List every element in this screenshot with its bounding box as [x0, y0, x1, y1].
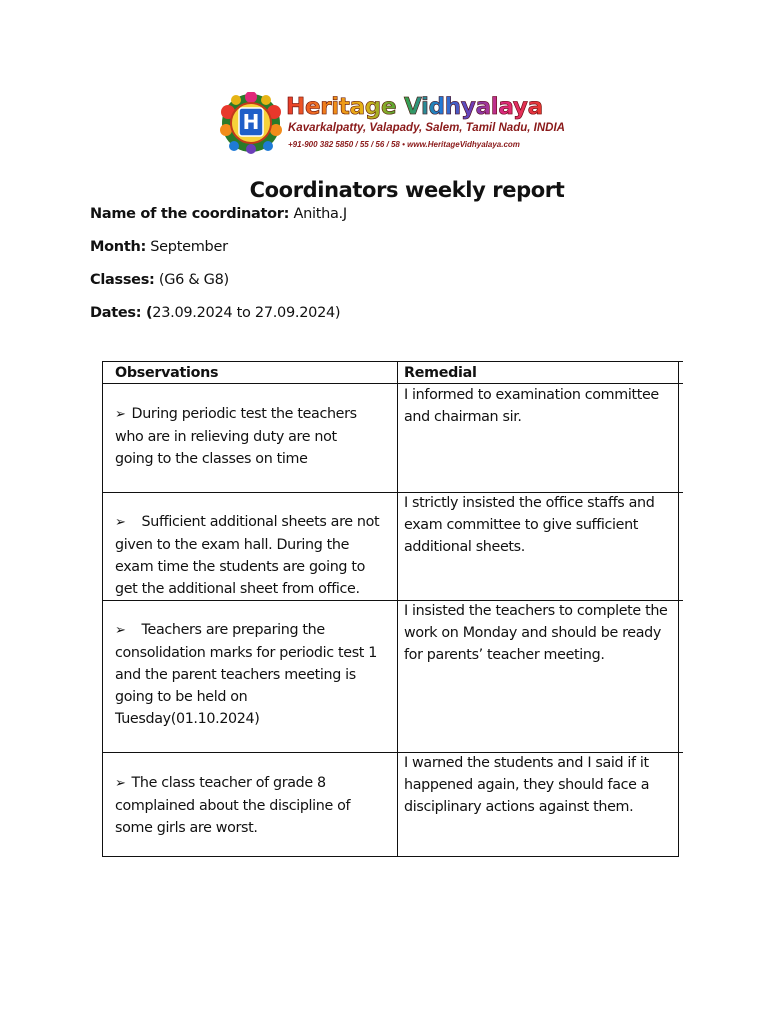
- table-border-left: [102, 361, 103, 857]
- school-emblem-logo: [218, 92, 284, 154]
- table-row-4-observation: [115, 772, 377, 839]
- table-row-2-remedial: I strictly insisted the office staffs and exam committee to give sufficient additional sheets.: [404, 495, 655, 555]
- table-border-bottom: [102, 856, 679, 857]
- school-contact: +91-900 382 5850 / 55 / 56 / 58 • www.HeritageVidhyalaya.com: [288, 140, 520, 149]
- table-row-1-observation: [115, 403, 377, 470]
- classes-label: Classes:: [90, 272, 155, 288]
- header-remedial: Remedial: [404, 365, 477, 381]
- report-title: Coordinators weekly report: [249, 178, 565, 202]
- table-column-divider: [397, 361, 398, 857]
- bullet-arrow-icon: ➢: [115, 776, 126, 791]
- month-line: [90, 239, 228, 255]
- observation-text: During periodic test the teachers who are in relieving duty are not going to the classes on time: [115, 406, 357, 467]
- bullet-arrow-icon: ➢: [115, 623, 126, 638]
- school-address: Kavarkalpatty, Valapady, Salem, Tamil Nadu, INDIA: [288, 122, 565, 134]
- dates-line: [90, 305, 340, 321]
- school-letterhead: [218, 92, 565, 158]
- classes-value: (G6 & G8): [154, 272, 229, 288]
- school-name: Heritage Vidhyalaya: [286, 94, 543, 120]
- table-row-2-observation: [115, 511, 387, 600]
- coordinator-line: [90, 206, 347, 222]
- coordinator-value: Anitha.J: [289, 206, 347, 222]
- observation-text: Teachers are preparing the consolidation marks for periodic test 1 and the parent teachers meeting is going to be held on Tuesday(01.10.2024): [115, 622, 377, 727]
- header-observations: Observations: [115, 365, 219, 381]
- emblem-letter: H: [242, 110, 260, 134]
- month-label: Month:: [90, 239, 146, 255]
- table-border-top-extension: [679, 361, 683, 362]
- table-row-3-observation: [115, 619, 381, 730]
- table-row-4-remedial: I warned the students and I said if it happened again, they should face a disciplinary actions against them.: [404, 755, 650, 815]
- coordinator-label: Name of the coordinator:: [90, 206, 290, 222]
- dates-value: 23.09.2024 to 27.09.2024): [152, 305, 341, 321]
- observations-table: [102, 361, 679, 857]
- bullet-arrow-icon: ➢: [115, 407, 126, 422]
- bullet-arrow-icon: ➢: [115, 515, 126, 530]
- table-row-1-remedial: I informed to examination committee and chairman sir.: [404, 387, 659, 425]
- observation-text: The class teacher of grade 8 complained about the discipline of some girls are worst.: [115, 775, 351, 836]
- table-border-right: [678, 361, 679, 857]
- classes-line: [90, 272, 229, 288]
- table-row-3-remedial: I insisted the teachers to complete the work on Monday and should be ready for parents’ teacher meeting.: [404, 603, 668, 663]
- dates-label: Dates: (: [90, 305, 153, 321]
- month-value: September: [145, 239, 228, 255]
- observation-text: Sufficient additional sheets are not given to the exam hall. During the exam time the students are going to get the additional sheet from office.: [115, 514, 380, 597]
